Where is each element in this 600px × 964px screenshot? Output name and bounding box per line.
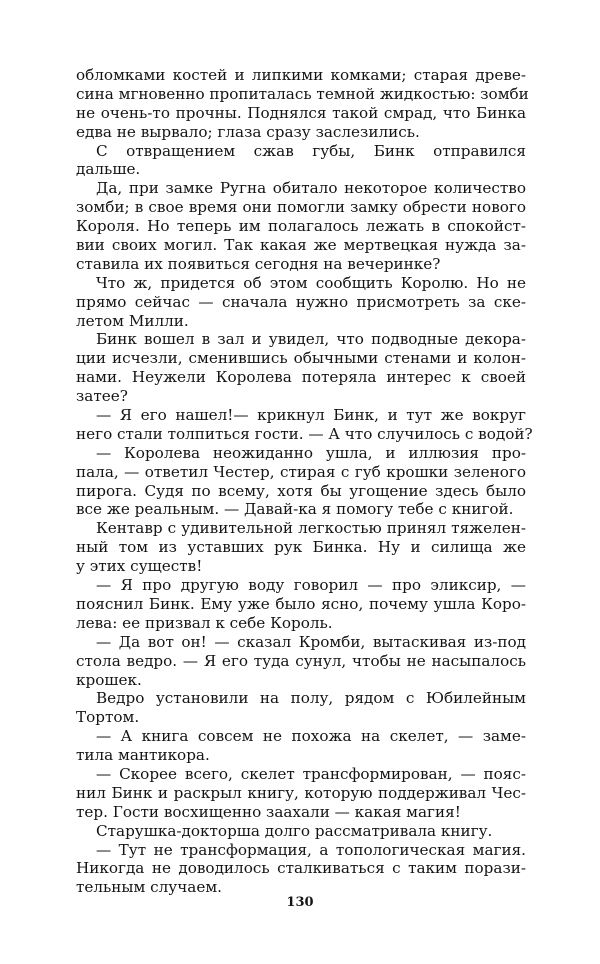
- text-line: тер. Гости восхищенно заахали — какая магия!: [76, 802, 461, 821]
- text-line: — Я про другую воду говорил — про эликсир, —: [96, 576, 526, 595]
- paragraph: [76, 841, 526, 898]
- paragraph: [76, 330, 526, 406]
- text-line: Что ж, придется об этом сообщить Королю. Но не: [96, 273, 526, 292]
- text-line: нил Бинк и раскрыл книгу, которую поддерживал Чес-: [76, 783, 526, 802]
- text-line: едва не вырвало; глаза сразу заслезились.: [76, 122, 420, 141]
- paragraph: [76, 633, 526, 690]
- paragraph: [76, 444, 526, 520]
- paragraph: [76, 142, 526, 180]
- text-line: пояснил Бинк. Ему уже было ясно, почему ушла Коро-: [76, 594, 526, 613]
- text-line: не очень-то прочны. Поднялся такой смрад, что Бинка: [76, 103, 526, 122]
- paragraph: [76, 689, 526, 727]
- text-line: затее?: [76, 387, 128, 406]
- text-line: нами. Неужели Королева потеряла интерес к своей: [76, 368, 526, 387]
- book-page-text: [76, 66, 533, 897]
- text-line: крошек.: [76, 670, 142, 689]
- paragraph: [76, 179, 526, 273]
- text-line: — Да вот он! — сказал Кромби, вытаскивая из-под: [96, 632, 526, 651]
- page-number: 130: [286, 895, 314, 910]
- text-line: Короля. Но теперь им полагалось лежать в спокойст-: [76, 217, 526, 236]
- text-line: Старушка-докторша долго рассматривала книгу.: [96, 821, 493, 840]
- text-line: тила мантикора.: [76, 746, 210, 765]
- text-line: него стали толпиться гости. — А что случилось с водой?: [76, 424, 533, 443]
- text-line: ный том из уставших рук Бинка. Ну и силища же: [76, 538, 526, 557]
- text-line: ставила их появиться сегодня на вечеринке?: [76, 254, 441, 273]
- text-line: — А книга совсем не похожа на скелет, — заме-: [96, 727, 526, 746]
- paragraph: [76, 727, 526, 765]
- text-line: летом Милли.: [76, 311, 189, 330]
- text-line: Никогда не доводилось сталкиваться с таким порази-: [76, 859, 526, 878]
- paragraph: [76, 519, 526, 576]
- text-line: — Королева неожиданно ушла, и иллюзия про-: [96, 443, 526, 462]
- paragraph: [76, 576, 526, 633]
- paragraph: [76, 406, 533, 444]
- text-line: прямо сейчас — сначала нужно присмотреть за ске-: [76, 292, 526, 311]
- text-line: сина мгновенно пропиталась темной жидкостью: зомби: [76, 84, 529, 103]
- text-line: все же реальным. — Давай-ка я помогу тебе с книгой.: [76, 500, 514, 519]
- text-line: стола ведро. — Я его туда сунул, чтобы не насыпалось: [76, 651, 526, 670]
- text-line: пала, — ответил Честер, стирая с губ крошки зеленого: [76, 462, 526, 481]
- text-line: дальше.: [76, 160, 141, 179]
- text-line: Бинк вошел в зал и увидел, что подводные декора-: [96, 330, 526, 349]
- text-line: Тортом.: [76, 708, 140, 727]
- text-line: тельным случаем.: [76, 878, 222, 897]
- text-line: пирога. Судя по всему, хотя бы угощение здесь было: [76, 481, 526, 500]
- text-line: зомби; в свое время они помогли замку обрести нового: [76, 198, 526, 217]
- paragraph: [76, 765, 526, 822]
- text-line: — Я его нашел!— крикнул Бинк, и тут же вокруг: [96, 406, 526, 425]
- text-line: — Скорее всего, скелет трансформирован, — пояс-: [96, 764, 526, 783]
- text-line: Кентавр с удивительной легкостью принял тяжелен-: [96, 519, 526, 538]
- paragraph: [76, 66, 529, 142]
- text-line: — Тут не трансформация, а топологическая магия.: [96, 840, 526, 859]
- text-line: С отвращением сжав губы, Бинк отправился: [96, 141, 526, 160]
- text-line: вии своих могил. Так какая же мертвецкая нужда за-: [76, 236, 526, 255]
- paragraph: [76, 822, 526, 841]
- text-line: у этих существ!: [76, 557, 203, 576]
- paragraph: [76, 274, 526, 331]
- text-line: ции исчезли, сменившись обычными стенами и колон-: [76, 349, 526, 368]
- text-line: Да, при замке Ругна обитало некоторое количество: [96, 179, 526, 198]
- text-line: обломками костей и липкими комками; старая древе-: [76, 66, 526, 84]
- text-line: лева: ее призвал к себе Король.: [76, 613, 333, 632]
- text-line: Ведро установили на полу, рядом с Юбилейным: [96, 689, 526, 708]
